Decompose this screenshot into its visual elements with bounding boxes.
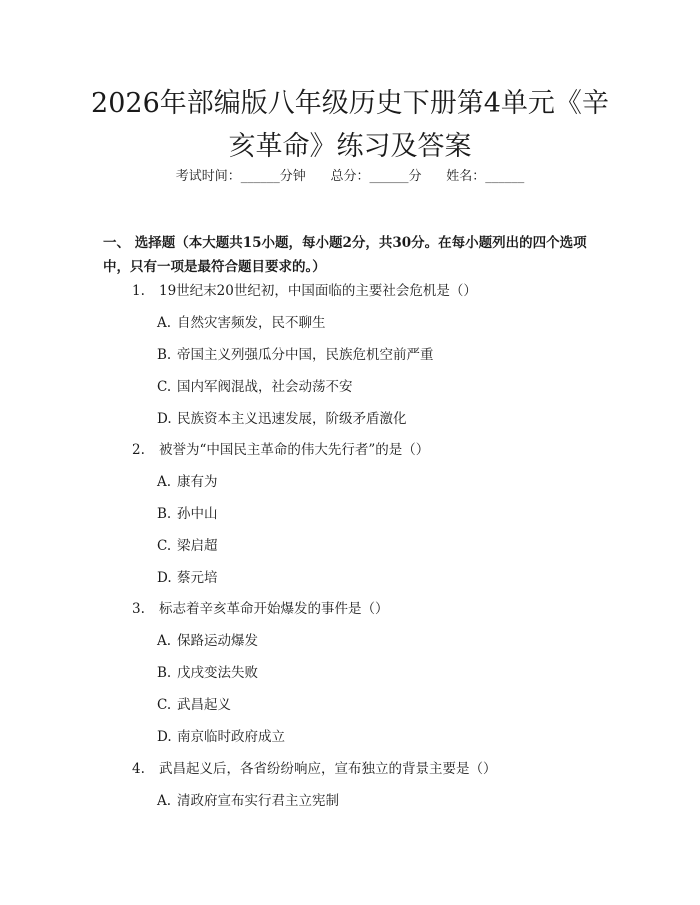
question-4 [132, 760, 497, 778]
option-letter: B. [157, 665, 172, 681]
question-2 [132, 441, 429, 459]
question-2-option-b [157, 505, 218, 523]
question-number: 3. [132, 601, 145, 617]
question-3-option-c [157, 696, 231, 714]
question-3-option-a [157, 632, 258, 650]
question-text: 被誉为“中国民主革命的伟大先行者”的是（） [159, 442, 430, 458]
question-1 [132, 282, 477, 300]
question-text: 标志着辛亥革命开始爆发的事件是（） [159, 601, 389, 617]
document-title: 2026年部编版八年级历史下册第4单元《辛亥革命》练习及答案 [91, 88, 609, 162]
option-letter: A. [157, 315, 172, 331]
question-2-option-d [157, 569, 218, 587]
question-text: 武昌起义后，各省纷纷响应，宣布独立的背景主要是（） [159, 761, 497, 777]
option-text: 国内军阀混战，社会动荡不安 [177, 379, 353, 395]
question-3-option-d [157, 728, 285, 746]
question-number: 2. [132, 442, 145, 458]
question-2-option-c [157, 537, 218, 555]
option-letter: A. [157, 793, 172, 809]
option-text: 民族资本主义迅速发展，阶级矛盾激化 [177, 411, 407, 427]
option-text: 清政府宣布实行君主立宪制 [177, 793, 339, 809]
question-4-option-a [157, 792, 339, 810]
option-letter: A. [157, 633, 172, 649]
option-letter: D. [157, 570, 172, 586]
section-heading: 一、 选择题（本大题共15小题，每小题2分，共30分。在每小题列出的四个选项中，只有一项是最符合题目要求的。） [103, 235, 587, 275]
option-text: 南京临时政府成立 [177, 729, 285, 745]
option-text: 戊戌变法失败 [177, 665, 258, 681]
option-letter: D. [157, 729, 172, 745]
option-letter: C. [157, 697, 172, 713]
option-text: 保路运动爆发 [177, 633, 258, 649]
option-letter: C. [157, 379, 172, 395]
option-letter: D. [157, 411, 172, 427]
option-text: 康有为 [177, 474, 218, 490]
option-text: 自然灾害频发，民不聊生 [177, 315, 326, 331]
option-text: 孙中山 [177, 506, 218, 522]
question-1-option-c [157, 378, 353, 396]
question-3-option-b [157, 664, 258, 682]
question-2-option-a [157, 473, 218, 491]
option-letter: B. [157, 347, 172, 363]
option-letter: C. [157, 538, 172, 554]
option-text: 武昌起义 [177, 697, 231, 713]
question-number: 1. [132, 283, 145, 299]
question-text: 19世纪末20世纪初，中国面临的主要社会危机是（） [159, 283, 477, 299]
option-text: 梁启超 [177, 538, 218, 554]
option-letter: B. [157, 506, 172, 522]
option-text: 帝国主义列强瓜分中国，民族危机空前严重 [177, 347, 434, 363]
option-letter: A. [157, 474, 172, 490]
question-number: 4. [132, 761, 145, 777]
option-text: 蔡元培 [177, 570, 218, 586]
question-1-option-d [157, 410, 407, 428]
exam-info-line: 考试时间：______分钟 总分：______分 姓名：______ [175, 169, 525, 184]
question-1-option-a [157, 314, 326, 332]
question-3 [132, 600, 389, 618]
question-1-option-b [157, 346, 434, 364]
